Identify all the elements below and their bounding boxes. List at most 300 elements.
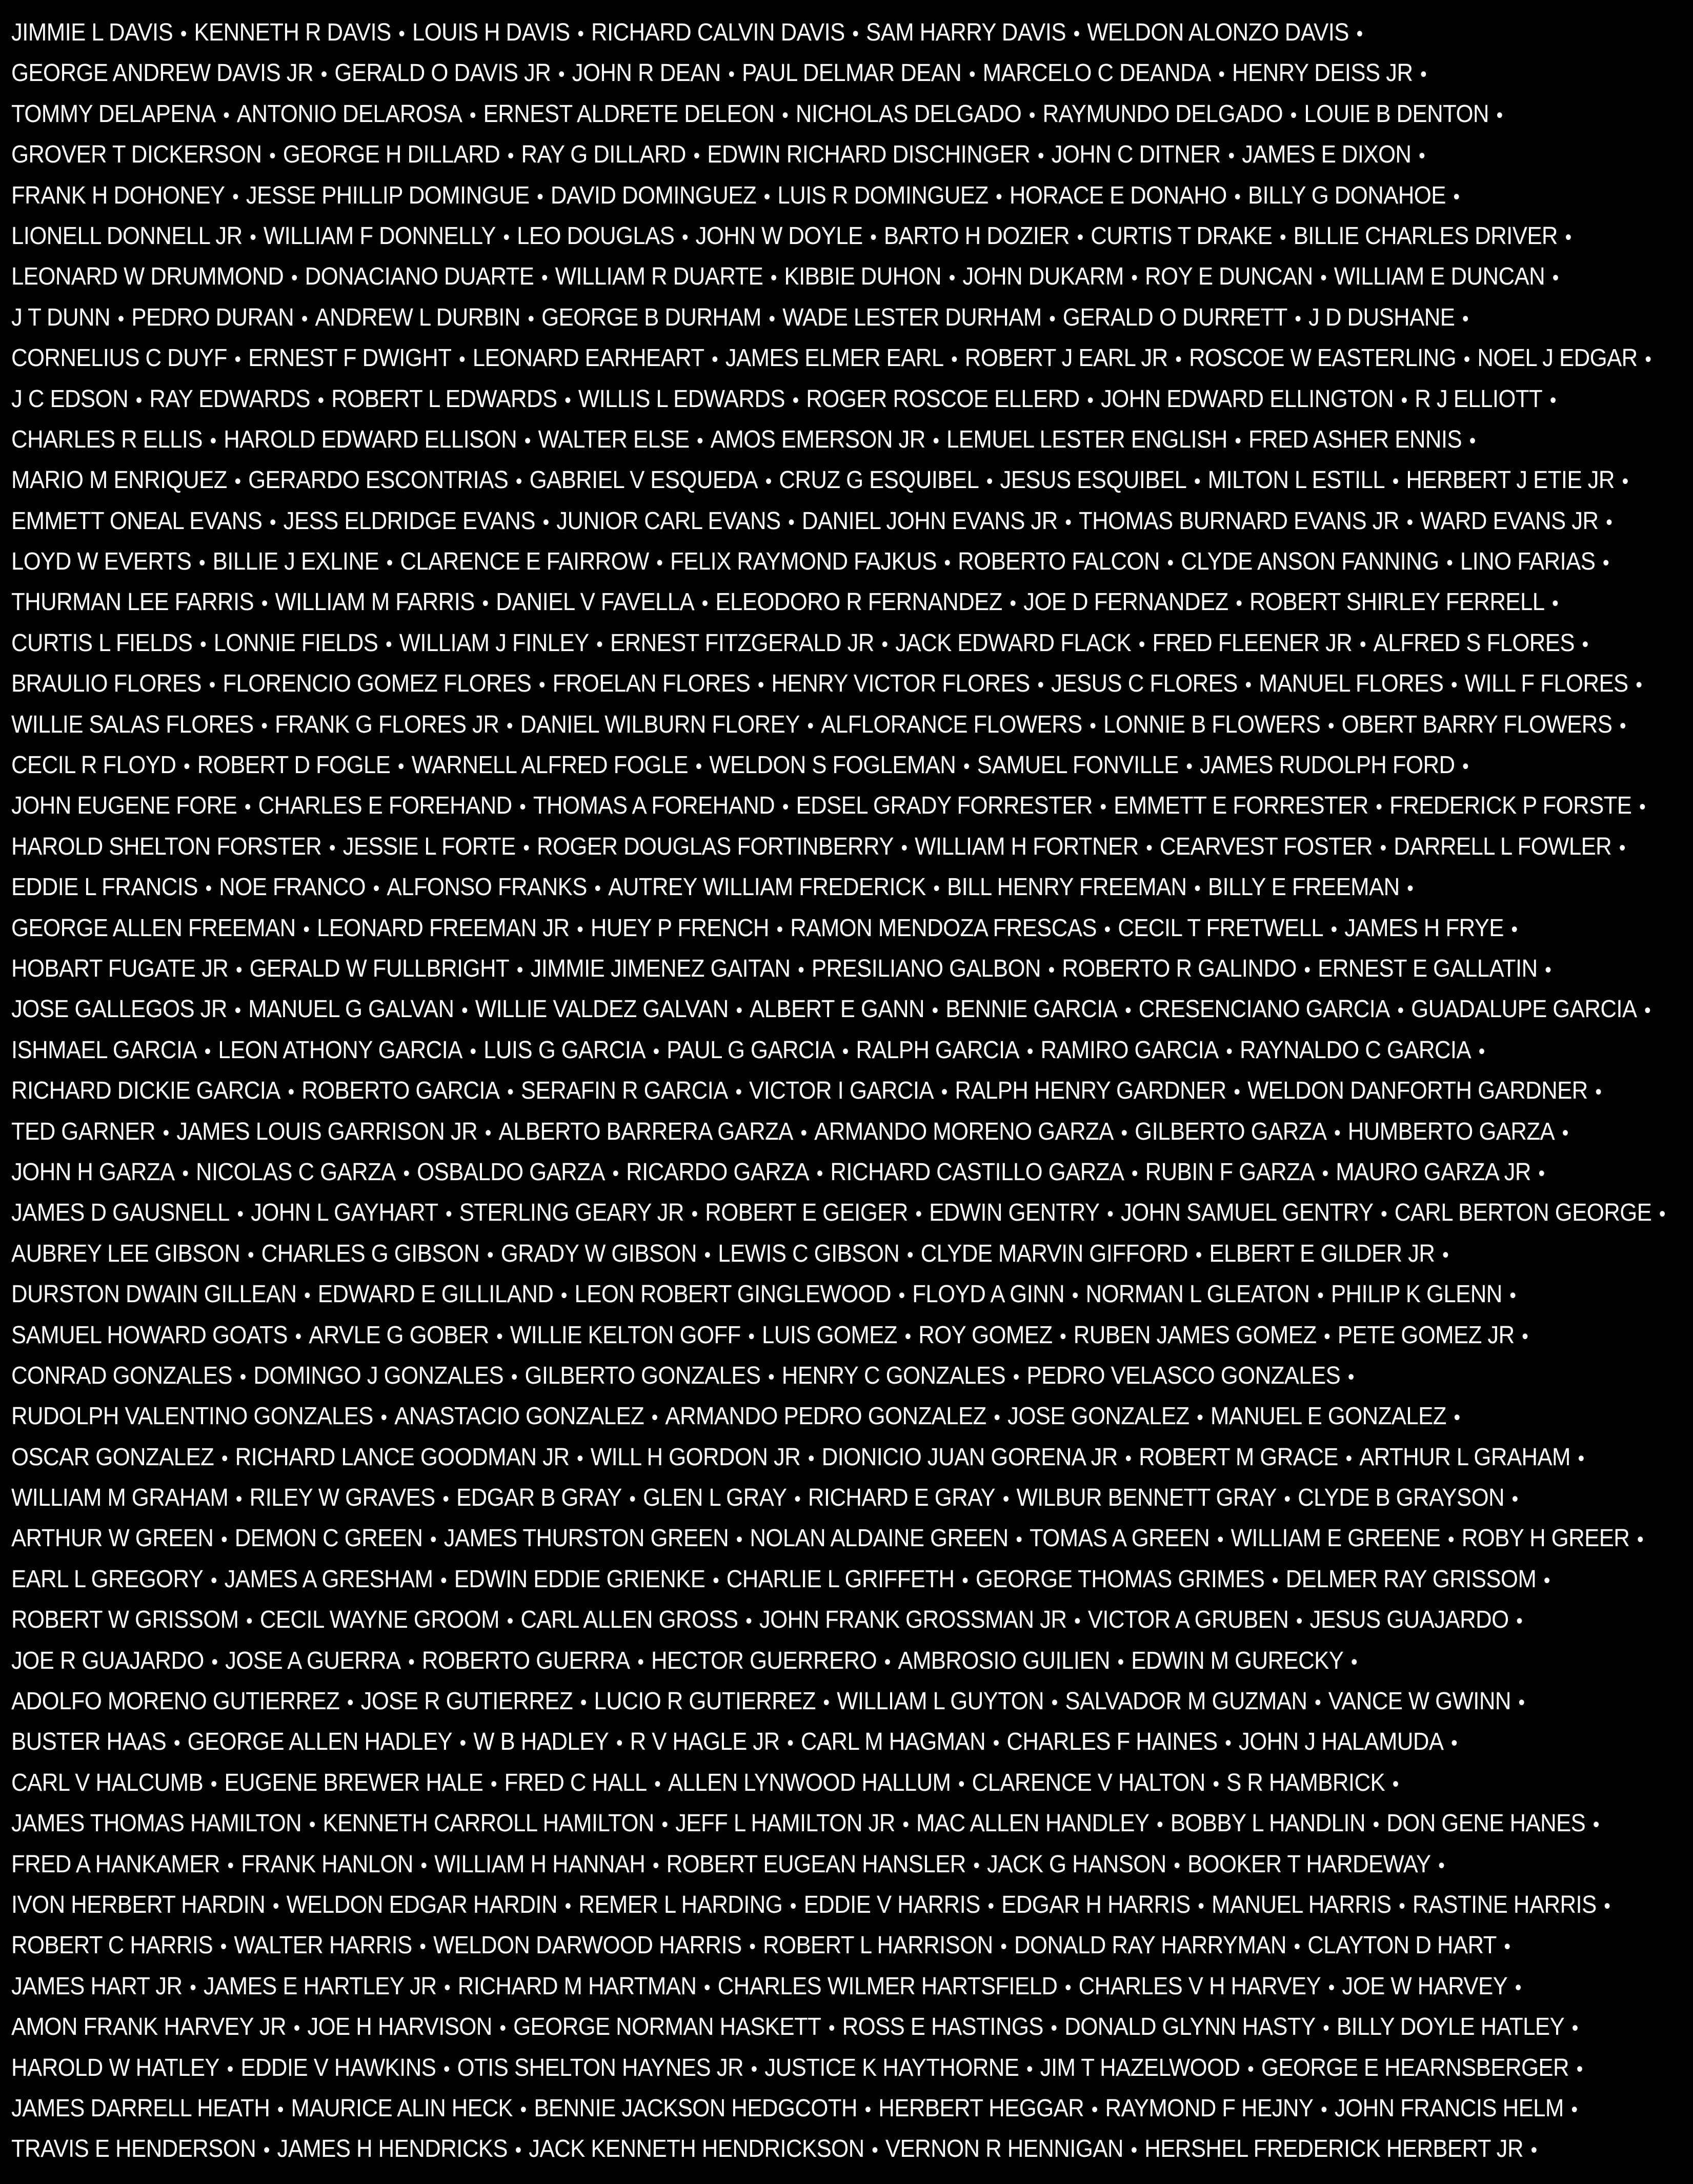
engraved-name: SALVADOR M GUZMAN xyxy=(1065,1688,1307,1715)
name-row xyxy=(11,826,1625,867)
engraved-name: WADE LESTER DURHAM xyxy=(782,304,1042,331)
bullet-separator: • xyxy=(1002,1488,1009,1511)
engraved-name: AUTREY WILLIAM FREDERICK xyxy=(608,874,926,901)
bullet-separator: • xyxy=(1125,1447,1132,1470)
engraved-name: FRANK H DOHONEY xyxy=(11,181,225,209)
bullet-separator: • xyxy=(1645,348,1651,371)
engraved-name: HENRY C GONZALES xyxy=(781,1362,1006,1389)
bullet-separator: • xyxy=(1334,1121,1341,1144)
engraved-name: FRANK G FLORES JR xyxy=(275,711,499,738)
bullet-separator: • xyxy=(782,796,789,819)
engraved-name: FRED C HALL xyxy=(504,1769,647,1796)
bullet-separator: • xyxy=(1504,1935,1510,1958)
name-row xyxy=(11,134,1537,175)
engraved-name: RICHARD DICKIE GARCIA xyxy=(11,1077,280,1105)
bullet-separator: • xyxy=(1186,755,1193,778)
engraved-name: FRED A HANKAMER xyxy=(11,1850,220,1878)
engraved-name: SAM HARRY DAVIS xyxy=(866,19,1066,46)
bullet-separator: • xyxy=(1197,1406,1203,1429)
engraved-name: CLAYTON D HART xyxy=(1307,1932,1497,1959)
bullet-separator: • xyxy=(996,185,1002,208)
bullet-separator: • xyxy=(594,877,601,900)
name-row xyxy=(11,1356,1537,1396)
bullet-separator: • xyxy=(994,1406,1000,1429)
name-row xyxy=(11,1844,1537,1885)
name-row xyxy=(11,460,1628,500)
bullet-separator: • xyxy=(205,877,212,900)
engraved-name: EARL L GREGORY xyxy=(11,1565,204,1593)
engraved-name: ROBERT M GRACE xyxy=(1139,1443,1338,1471)
engraved-name: J T DUNN xyxy=(11,304,111,331)
bullet-separator: • xyxy=(239,1365,246,1388)
engraved-name: ROSCOE W EASTERLING xyxy=(1188,345,1457,372)
engraved-name: WILLIAM J FINLEY xyxy=(399,629,589,657)
bullet-separator: • xyxy=(580,1691,587,1714)
bullet-separator: • xyxy=(654,1772,661,1795)
engraved-name: DURSTON DWAIN GILLEAN xyxy=(11,1281,297,1308)
engraved-name: JAMES E DIXON xyxy=(1242,141,1412,169)
engraved-name: OSCAR GONZALEZ xyxy=(11,1443,214,1471)
engraved-name: REMER L HARDING xyxy=(578,1891,783,1918)
engraved-name: CHARLES R ELLIS xyxy=(11,426,203,453)
bullet-separator: • xyxy=(1194,470,1201,493)
engraved-name: CARL M HAGMAN xyxy=(800,1728,986,1756)
engraved-name: ROBERT W GRISSOM xyxy=(11,1606,239,1634)
bullet-separator: • xyxy=(1622,470,1628,493)
bullet-separator: • xyxy=(1453,185,1460,208)
engraved-name: JAMES D GAUSNELL xyxy=(11,1199,230,1227)
engraved-name: PEDRO DURAN xyxy=(131,304,294,331)
engraved-name: DON GENE HANES xyxy=(1386,1810,1586,1837)
bullet-separator: • xyxy=(403,1162,410,1185)
bullet-separator: • xyxy=(1314,1691,1321,1714)
engraved-name: HOBART FUGATE JR xyxy=(11,955,229,982)
engraved-name: JEFF L HAMILTON JR xyxy=(675,1810,895,1837)
engraved-name: JOHN DUKARM xyxy=(962,263,1124,291)
bullet-separator: • xyxy=(1516,1610,1523,1633)
engraved-name: FRANK HANLON xyxy=(241,1850,413,1878)
bullet-separator: • xyxy=(1438,1854,1445,1877)
bullet-separator: • xyxy=(1606,511,1613,534)
name-row xyxy=(11,1641,1537,1681)
engraved-name: LEWIS C GIBSON xyxy=(718,1240,900,1267)
bullet-separator: • xyxy=(507,1610,513,1633)
bullet-separator: • xyxy=(695,755,702,778)
bullet-separator: • xyxy=(790,1894,797,1917)
engraved-name: ROY E DUNCAN xyxy=(1145,263,1313,291)
bullet-separator: • xyxy=(442,1488,449,1511)
bullet-separator: • xyxy=(1064,1976,1072,1999)
name-row xyxy=(11,582,1559,622)
engraved-name: HUMBERTO GARZA xyxy=(1347,1118,1555,1145)
bullet-separator: • xyxy=(681,226,689,249)
bullet-separator: • xyxy=(247,1243,254,1266)
engraved-name: FELIX RAYMOND FAJKUS xyxy=(670,548,937,576)
engraved-name: LEONARD W DRUMMOND xyxy=(11,263,284,291)
bullet-separator: • xyxy=(1397,999,1404,1022)
bullet-separator: • xyxy=(1317,1284,1324,1307)
engraved-name: MANUEL HARRIS xyxy=(1212,1891,1392,1918)
engraved-name: EMMETT ONEAL EVANS xyxy=(11,507,263,535)
engraved-name: RICHARD CASTILLO GARZA xyxy=(830,1158,1124,1186)
engraved-name: THURMAN LEE FARRIS xyxy=(11,589,254,616)
bullet-separator: • xyxy=(768,1365,775,1388)
bullet-separator: • xyxy=(902,1813,909,1836)
bullet-separator: • xyxy=(864,2098,871,2121)
engraved-name: WARNELL ALFRED FOGLE xyxy=(411,752,688,779)
bullet-separator: • xyxy=(1323,2017,1329,2040)
bullet-separator: • xyxy=(703,1976,711,1999)
engraved-name: BRAULIO FLORES xyxy=(11,670,202,698)
bullet-separator: • xyxy=(558,63,565,86)
engraved-name: WILLIAM R DUARTE xyxy=(555,263,763,291)
engraved-name: CLARENCE V HALTON xyxy=(972,1769,1205,1796)
engraved-name: BILLY DOYLE HATLEY xyxy=(1336,2013,1565,2041)
bullet-separator: • xyxy=(1538,1162,1545,1185)
engraved-name: GRADY W GIBSON xyxy=(500,1240,697,1267)
bullet-separator: • xyxy=(320,63,327,86)
engraved-name: JAMES H HENDRICKS xyxy=(277,2135,508,2163)
engraved-name: PAUL G GARCIA xyxy=(667,1036,835,1064)
name-row xyxy=(11,1274,1537,1315)
engraved-name: GEORGE E HEARNSBERGER xyxy=(1261,2054,1569,2081)
name-row xyxy=(11,1803,1600,1844)
engraved-name: ISHMAEL GARCIA xyxy=(11,1036,197,1064)
engraved-name: LOUIS H DAVIS xyxy=(412,19,570,46)
engraved-name: DONALD GLYNN HASTY xyxy=(1064,2013,1316,2041)
engraved-name: HUEY P FRENCH xyxy=(590,914,769,942)
engraved-name: ALLEN LYNWOOD HALLUM xyxy=(668,1769,951,1796)
engraved-name: MANUEL G GALVAN xyxy=(248,996,454,1023)
bullet-separator: • xyxy=(1571,2098,1578,2121)
engraved-name: GEORGE ALLEN FREEMAN xyxy=(11,914,296,942)
bullet-separator: • xyxy=(1595,1081,1602,1104)
bullet-separator: • xyxy=(309,1813,315,1836)
bullet-separator: • xyxy=(1091,2098,1098,2121)
bullet-separator: • xyxy=(828,2017,835,2040)
engraved-name: LOYD W EVERTS xyxy=(11,548,192,576)
engraved-name: JIMMIE JIMENEZ GAITAN xyxy=(530,955,791,982)
engraved-name: GERARDO ESCONTRIAS xyxy=(248,467,509,494)
bullet-separator: • xyxy=(183,755,190,778)
bullet-separator: • xyxy=(1320,267,1327,290)
bullet-separator: • xyxy=(301,307,308,330)
bullet-separator: • xyxy=(951,348,958,371)
bullet-separator: • xyxy=(1593,1813,1600,1836)
bullet-separator: • xyxy=(661,1813,668,1836)
engraved-name: WILLIS L EDWARDS xyxy=(578,385,785,413)
bullet-separator: • xyxy=(1228,145,1235,168)
engraved-name: JOHN L GAYHART xyxy=(251,1199,438,1227)
engraved-name: ERNEST ALDRETE DELEON xyxy=(483,100,775,128)
bullet-separator: • xyxy=(263,2139,270,2162)
engraved-name: WILLIE SALAS FLORES xyxy=(11,711,254,738)
engraved-name: MAURO GARZA JR xyxy=(1336,1158,1531,1186)
bullet-separator: • xyxy=(949,267,955,290)
engraved-name: GLEN L GRAY xyxy=(643,1484,787,1512)
bullet-separator: • xyxy=(1549,389,1556,412)
engraved-name: JOE D FERNANDEZ xyxy=(1023,589,1228,616)
engraved-name: PETE GOMEZ JR xyxy=(1337,1321,1515,1349)
name-row xyxy=(11,1925,1537,1966)
bullet-separator: • xyxy=(1156,1813,1163,1836)
engraved-name: WARD EVANS JR xyxy=(1420,507,1599,535)
bullet-separator: • xyxy=(736,999,742,1022)
bullet-separator: • xyxy=(1562,1121,1568,1144)
bullet-separator: • xyxy=(1454,1406,1460,1429)
bullet-separator: • xyxy=(1072,1284,1078,1307)
engraved-name: W B HADLEY xyxy=(473,1728,609,1756)
engraved-name: ALBERTO BARRERA GARZA xyxy=(498,1118,793,1145)
engraved-name: KIBBIE DUHON xyxy=(784,263,942,291)
engraved-name: JUSTICE K HAYTHORNE xyxy=(764,2054,1019,2081)
bullet-separator: • xyxy=(560,1284,567,1307)
engraved-name: THOMAS BURNARD EVANS JR xyxy=(1079,507,1399,535)
bullet-separator: • xyxy=(1037,145,1044,168)
bullet-separator: • xyxy=(303,918,310,941)
engraved-name: EDSEL GRADY FORRESTER xyxy=(796,792,1093,820)
bullet-separator: • xyxy=(798,958,804,981)
bullet-separator: • xyxy=(200,633,207,656)
bullet-separator: • xyxy=(577,918,583,941)
engraved-name: ROBERT SHIRLEY FERRELL xyxy=(1249,589,1545,616)
engraved-name: SERAFIN R GARCIA xyxy=(520,1077,728,1105)
engraved-name: ALFLORANCE FLOWERS xyxy=(821,711,1082,738)
bullet-separator: • xyxy=(295,1325,301,1348)
bullet-separator: • xyxy=(898,1284,905,1307)
engraved-name: JAMES DARRELL HEATH xyxy=(11,2094,270,2122)
bullet-separator: • xyxy=(420,1854,427,1877)
bullet-separator: • xyxy=(1121,1121,1127,1144)
engraved-name: FROELAN FLORES xyxy=(552,670,751,698)
bullet-separator: • xyxy=(941,1081,948,1104)
bullet-separator: • xyxy=(1515,1976,1521,1999)
bullet-separator: • xyxy=(794,1488,801,1511)
name-row xyxy=(11,1681,1537,1722)
bullet-separator: • xyxy=(385,633,392,656)
bullet-separator: • xyxy=(1065,511,1072,534)
engraved-name: CLARENCE E FAIRROW xyxy=(400,548,649,576)
name-row xyxy=(11,663,1642,704)
engraved-name: CECIL T FRETWELL xyxy=(1118,914,1323,942)
bullet-separator: • xyxy=(1245,674,1252,697)
engraved-name: JOE R GUAJARDO xyxy=(11,1647,204,1674)
bullet-separator: • xyxy=(1026,2057,1033,2080)
engraved-name: FRED FLEENER JR xyxy=(1152,629,1353,657)
engraved-name: RICHARD M HARTMAN xyxy=(457,1972,697,2000)
engraved-name: DELMER RAY GRISSOM xyxy=(1285,1565,1537,1593)
bullet-separator: • xyxy=(736,1528,742,1551)
bullet-separator: • xyxy=(507,1081,514,1104)
engraved-name: EDWIN M GURECKY xyxy=(1131,1647,1344,1674)
engraved-name: DONALD RAY HARRYMAN xyxy=(1014,1932,1286,1959)
bullet-separator: • xyxy=(261,714,268,737)
engraved-name: KENNETH R DAVIS xyxy=(194,19,391,46)
engraved-name: MAC ALLEN HANDLEY xyxy=(916,1810,1150,1837)
bullet-separator: • xyxy=(1565,226,1571,249)
bullet-separator: • xyxy=(1284,1488,1291,1511)
engraved-name: JIMMIE L DAVIS xyxy=(11,19,173,46)
bullet-separator: • xyxy=(482,592,489,615)
bullet-separator: • xyxy=(288,1081,294,1104)
name-row xyxy=(11,1763,1537,1803)
engraved-name: LEON ROBERT GINGLEWOOD xyxy=(574,1281,891,1308)
bullet-separator: • xyxy=(745,1610,752,1633)
bullet-separator: • xyxy=(769,307,775,330)
engraved-name: EMMETT E FORRESTER xyxy=(1114,792,1368,820)
engraved-name: GEORGE H DILLARD xyxy=(283,141,500,169)
bullet-separator: • xyxy=(962,1569,969,1592)
bullet-separator: • xyxy=(507,145,514,168)
bullet-separator: • xyxy=(444,1976,451,1999)
engraved-name: WILLIE VALDEZ GALVAN xyxy=(475,996,729,1023)
engraved-name: WILLIAM E DUNCAN xyxy=(1334,263,1545,291)
bullet-separator: • xyxy=(1420,63,1427,86)
engraved-name: JAMES H FRYE xyxy=(1344,914,1504,942)
engraved-name: HERSHEL FREDERICK HERBERT JR xyxy=(1144,2135,1523,2163)
engraved-name: NOEL J EDGAR xyxy=(1477,345,1638,372)
engraved-name: HORACE E DONAHO xyxy=(1009,181,1227,209)
bullet-separator: • xyxy=(1604,1894,1610,1917)
bullet-separator: • xyxy=(629,1488,636,1511)
engraved-name: CECIL R FLOYD xyxy=(11,752,176,779)
engraved-name: JOSE A GUERRA xyxy=(225,1647,401,1674)
bullet-separator: • xyxy=(1037,674,1044,697)
bullet-separator: • xyxy=(235,958,243,981)
engraved-name: WILLIAM M GRAHAM xyxy=(11,1484,229,1512)
engraved-name: GILBERTO GONZALES xyxy=(525,1362,761,1389)
bullet-separator: • xyxy=(701,592,708,615)
engraved-name: FRED ASHER ENNIS xyxy=(1248,426,1462,453)
engraved-name: JIM T HAZELWOOD xyxy=(1040,2054,1240,2081)
bullet-separator: • xyxy=(227,2057,233,2080)
bullet-separator: • xyxy=(915,1203,922,1226)
bullet-separator: • xyxy=(969,63,976,86)
engraved-name: DOMINGO J GONZALES xyxy=(253,1362,504,1389)
bullet-separator: • xyxy=(537,185,543,208)
bullet-separator: • xyxy=(704,1243,711,1266)
engraved-name: BENNIE GARCIA xyxy=(945,996,1118,1023)
engraved-name: ROBY H GREER xyxy=(1461,1525,1630,1552)
engraved-name: CEARVEST FOSTER xyxy=(1159,833,1373,860)
bullet-separator: • xyxy=(770,267,777,290)
name-row xyxy=(11,989,1651,1029)
bullet-separator: • xyxy=(209,674,215,697)
engraved-name: BARTO H DOZIER xyxy=(883,222,1070,250)
bullet-separator: • xyxy=(1543,1569,1550,1592)
bullet-separator: • xyxy=(386,552,393,575)
bullet-separator: • xyxy=(993,1732,999,1755)
bullet-separator: • xyxy=(852,23,859,45)
engraved-name: FLORENCIO GOMEZ FLORES xyxy=(223,670,532,698)
bullet-separator: • xyxy=(904,1325,911,1348)
bullet-separator: • xyxy=(932,999,938,1022)
bullet-separator: • xyxy=(293,2017,300,2040)
engraved-name: WELDON EDGAR HARDIN xyxy=(286,1891,557,1918)
engraved-name: WILBUR BENNETT GRAY xyxy=(1016,1484,1277,1512)
engraved-name: EDWARD E GILLILAND xyxy=(317,1281,554,1308)
bullet-separator: • xyxy=(180,23,187,45)
name-row xyxy=(11,867,1537,907)
engraved-name: TED GARNER xyxy=(11,1118,155,1145)
engraved-name: ROGER DOUGLAS FORTINBERRY xyxy=(536,833,894,860)
engraved-name: ALFRED S FLORES xyxy=(1373,629,1575,657)
bullet-separator: • xyxy=(516,958,523,981)
engraved-name: BILLIE J EXLINE xyxy=(212,548,379,576)
bullet-separator: • xyxy=(1117,1650,1124,1673)
bullet-separator: • xyxy=(1578,1447,1584,1470)
engraved-name: EUGENE BREWER HALE xyxy=(224,1769,483,1796)
bullet-separator: • xyxy=(173,1732,180,1755)
bullet-separator: • xyxy=(749,1935,756,1958)
engraved-name: ROBERT L EDWARDS xyxy=(331,385,557,413)
engraved-name: MAURICE ALIN HECK xyxy=(291,2094,513,2122)
bullet-separator: • xyxy=(1217,1528,1224,1551)
engraved-name: JUNIOR CARL EVANS xyxy=(556,507,781,535)
engraved-name: RAMON MENDOZA FRESCAS xyxy=(790,914,1097,942)
bullet-separator: • xyxy=(816,1162,823,1185)
bullet-separator: • xyxy=(210,1569,217,1592)
bullet-separator: • xyxy=(528,307,534,330)
engraved-name: RAYMUNDO DELGADO xyxy=(1042,100,1283,128)
engraved-name: JAMES THOMAS HAMILTON xyxy=(11,1810,302,1837)
name-row xyxy=(11,94,1537,134)
engraved-name: AMOS EMERSON JR xyxy=(710,426,925,453)
engraved-name: R J ELLIOTT xyxy=(1415,385,1543,413)
engraved-name: EDWIN GENTRY xyxy=(929,1199,1100,1227)
engraved-name: CHARLES G GIBSON xyxy=(261,1240,480,1267)
name-row xyxy=(11,785,1646,826)
engraved-name: WILLIAM H FORTNER xyxy=(915,833,1139,860)
engraved-name: LONNIE B FLOWERS xyxy=(1103,711,1321,738)
bullet-separator: • xyxy=(1619,714,1626,737)
name-row xyxy=(11,1885,1610,1925)
bullet-separator: • xyxy=(1522,1325,1528,1348)
engraved-name: EDDIE V HARRIS xyxy=(803,1891,980,1918)
engraved-name: LUIS GOMEZ xyxy=(761,1321,897,1349)
engraved-name: GERALD W FULLBRIGHT xyxy=(249,955,510,982)
name-row xyxy=(11,1192,1666,1233)
bullet-separator: • xyxy=(808,1447,815,1470)
engraved-name: BENNIE JACKSON HEDGCOTH xyxy=(534,2094,857,2122)
name-row xyxy=(11,1518,1644,1559)
engraved-name: JESS ELDRIDGE EVANS xyxy=(283,507,535,535)
bullet-separator: • xyxy=(800,1121,807,1144)
bullet-separator: • xyxy=(1100,796,1106,819)
engraved-name: AMBROSIO GUILIEN xyxy=(898,1647,1110,1674)
engraved-name: LEONARD EARHEART xyxy=(472,345,704,372)
engraved-name: JOSE R GUTIERREZ xyxy=(360,1688,573,1715)
bullet-separator: • xyxy=(711,348,718,371)
bullet-separator: • xyxy=(823,1691,830,1714)
engraved-name: LIONELL DONNELL JR xyxy=(11,222,243,250)
engraved-name: BILLY G DONAHOE xyxy=(1247,181,1446,209)
engraved-name: EDGAR H HARRIS xyxy=(1001,1891,1191,1918)
engraved-name: CHARLES F HAINES xyxy=(1006,1728,1218,1756)
engraved-name: OSBALDO GARZA xyxy=(417,1158,605,1186)
bullet-separator: • xyxy=(291,267,298,290)
bullet-separator: • xyxy=(1324,1325,1331,1348)
bullet-separator: • xyxy=(712,1569,719,1592)
bullet-separator: • xyxy=(1213,1772,1219,1795)
bullet-separator: • xyxy=(1571,2017,1578,2040)
bullet-separator: • xyxy=(1322,1162,1328,1185)
bullet-separator: • xyxy=(234,470,241,493)
bullet-separator: • xyxy=(1545,958,1551,981)
engraved-name: LEMUEL LESTER ENGLISH xyxy=(946,426,1227,453)
engraved-name: ANTONIO DELAROSA xyxy=(236,100,462,128)
bullet-separator: • xyxy=(1359,633,1366,656)
